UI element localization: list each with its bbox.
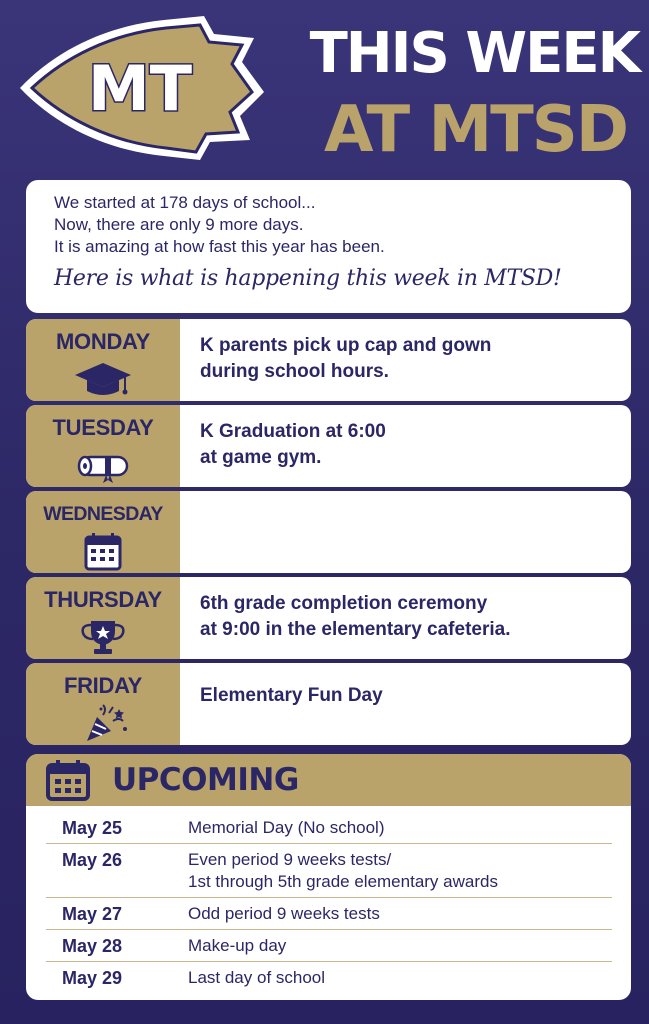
day-row-thursday <box>26 577 631 659</box>
day-row-friday <box>26 663 631 745</box>
day-label-box <box>26 577 180 659</box>
day-label-box <box>26 491 180 573</box>
upcoming-card <box>26 754 631 1000</box>
day-label-box <box>26 663 180 745</box>
day-name: TUESDAY <box>52 415 154 440</box>
day-label-box <box>26 319 180 401</box>
title-line-1: THIS WEEK <box>309 21 639 86</box>
day-line: during school hours. <box>200 361 389 382</box>
calendar-icon <box>73 531 133 571</box>
day-description <box>180 405 631 487</box>
day-line: K parents pick up cap and gown <box>200 335 492 356</box>
diploma-icon <box>73 445 133 485</box>
graduation-cap-icon <box>73 359 133 399</box>
calendar-icon <box>44 758 92 802</box>
day-line: at 9:00 in the elementary cafeteria. <box>200 619 511 640</box>
upcoming-header <box>26 754 631 806</box>
intro-line-2: Now, there are only 9 more days. <box>54 215 304 234</box>
event-line: Even period 9 weeks tests/ <box>188 850 392 869</box>
list-item <box>46 812 612 844</box>
logo-text: MT <box>88 52 192 125</box>
event-date: May 28 <box>62 936 123 956</box>
day-row-wednesday <box>26 491 631 573</box>
event-date: May 25 <box>62 818 123 838</box>
event-line: Make-up day <box>188 936 287 955</box>
list-item <box>46 962 612 993</box>
event-line: 1st through 5th grade elementary awards <box>188 872 498 891</box>
intro-line-3: It is amazing at how fast this year has been. <box>54 237 385 256</box>
event-description <box>188 903 612 925</box>
day-description <box>180 577 631 659</box>
day-description <box>180 319 631 401</box>
event-date: May 26 <box>62 850 123 870</box>
list-item <box>46 930 612 962</box>
day-name: THURSDAY <box>44 587 162 612</box>
upcoming-list <box>46 812 612 993</box>
party-popper-icon <box>73 703 133 743</box>
day-row-tuesday <box>26 405 631 487</box>
trophy-icon <box>73 617 133 657</box>
day-line: Elementary Fun Day <box>200 685 383 706</box>
event-date: May 29 <box>62 968 123 988</box>
event-description <box>188 817 612 839</box>
day-line: K Graduation at 6:00 <box>200 421 386 442</box>
day-name: MONDAY <box>56 329 150 354</box>
upcoming-title: UPCOMING <box>112 762 299 798</box>
event-description <box>188 967 612 989</box>
event-line: Memorial Day (No school) <box>188 818 385 837</box>
event-line: Last day of school <box>188 968 326 987</box>
day-description <box>180 491 631 573</box>
day-line: 6th grade completion ceremony <box>200 593 488 614</box>
intro-line-1: We started at 178 days of school... <box>54 193 316 212</box>
event-date: May 27 <box>62 904 123 924</box>
event-line: Odd period 9 weeks tests <box>188 904 380 923</box>
day-description <box>180 663 631 745</box>
day-row-monday <box>26 319 631 401</box>
day-name: WEDNESDAY <box>43 503 163 525</box>
event-description <box>188 849 612 893</box>
intro-highlight: Here is what is happening this week in MTSD! <box>54 266 562 291</box>
intro-card <box>26 180 631 313</box>
mt-arrowhead-logo <box>14 12 266 164</box>
list-item <box>46 898 612 930</box>
day-name: FRIDAY <box>63 673 143 698</box>
day-label-box <box>26 405 180 487</box>
title-line-2: AT MTSD <box>323 93 627 167</box>
day-line: at game gym. <box>200 447 322 468</box>
list-item <box>46 844 612 898</box>
event-description <box>188 935 612 957</box>
